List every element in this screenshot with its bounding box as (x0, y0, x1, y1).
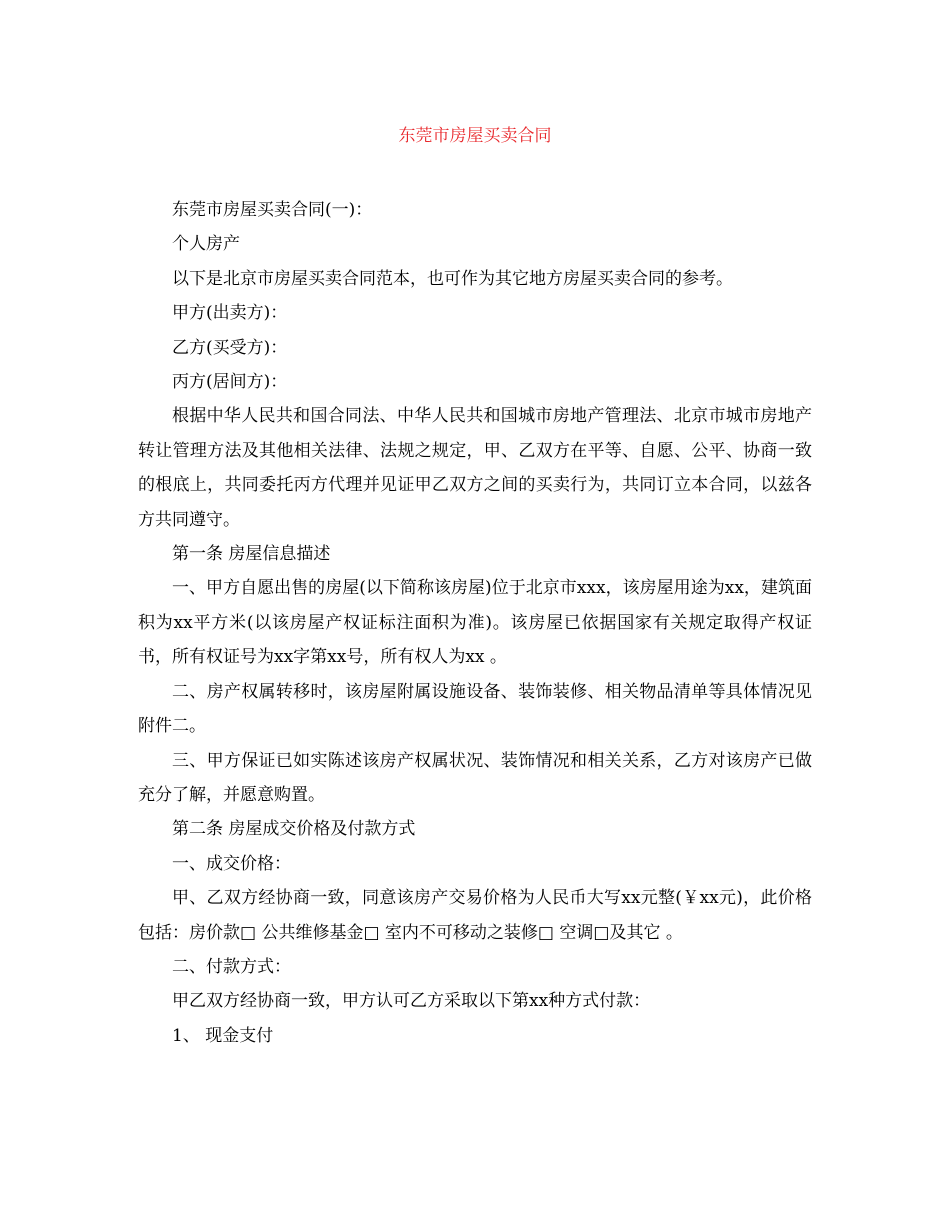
paragraph: 甲方(出卖方)： (172, 303, 288, 324)
paragraph: 三、甲方保证已如实陈述该房产权属状况、装饰情况和相关关系，乙方对该房产已做充分了解，并愿意购置。 (138, 750, 812, 805)
document-body (138, 193, 812, 1053)
paragraph: 以下是北京市房屋买卖合同范本，也可作为其它地方房屋买卖合同的参考。 (172, 268, 733, 289)
paragraph: 甲、乙双方经协商一致，同意该房产交易价格为人民币大写xx元整(￥xx元)，此价格包括：房价款□ 公共维修基金□ 室内不可移动之装修□ 空调□及其它 。 (138, 888, 812, 943)
section-heading: 第一条 房屋信息描述 (172, 544, 331, 565)
paragraph: 个人房产 (172, 234, 240, 255)
paragraph: 二、房产权属转移时，该房屋附属设施设备、装饰装修、相关物品清单等具体情况见附件二。 (138, 681, 812, 737)
paragraph: 根据中华人民共和国合同法、中华人民共和国城市房地产管理法、北京市城市房地产转让管理方法及其他相关法律、法规之规定，甲、乙双方在平等、自愿、公平、协商一致的根底上，共同委托丙方代理并见证甲乙双方之间的买卖行为，共同订立本合同，以兹各方共同遵守。 (138, 406, 812, 530)
paragraph: 乙方(买受方)： (172, 337, 288, 358)
section-heading: 第二条 房屋成交价格及付款方式 (172, 819, 416, 840)
paragraph: 1、 现金支付 (172, 1025, 274, 1046)
paragraph: 东莞市房屋买卖合同(一)： (172, 200, 373, 220)
paragraph: 二、付款方式： (172, 956, 291, 977)
document-title: 东莞市房屋买卖合同 (398, 126, 552, 146)
paragraph: 一、成交价格： (172, 853, 291, 874)
paragraph: 丙方(居间方)： (172, 372, 288, 393)
paragraph: 一、甲方自愿出售的房屋(以下简称该房屋)位于北京市xxx，该房屋用途为xx，建筑面积为xx平方米(以该房屋产权证标注面积为准)。该房屋已依据国家有关规定取得产权证书，所有权证号为xx字第xx号，所有权人为xx 。 (138, 578, 812, 668)
paragraph: 甲乙双方经协商一致，甲方认可乙方采取以下第xx种方式付款： (172, 991, 651, 1012)
